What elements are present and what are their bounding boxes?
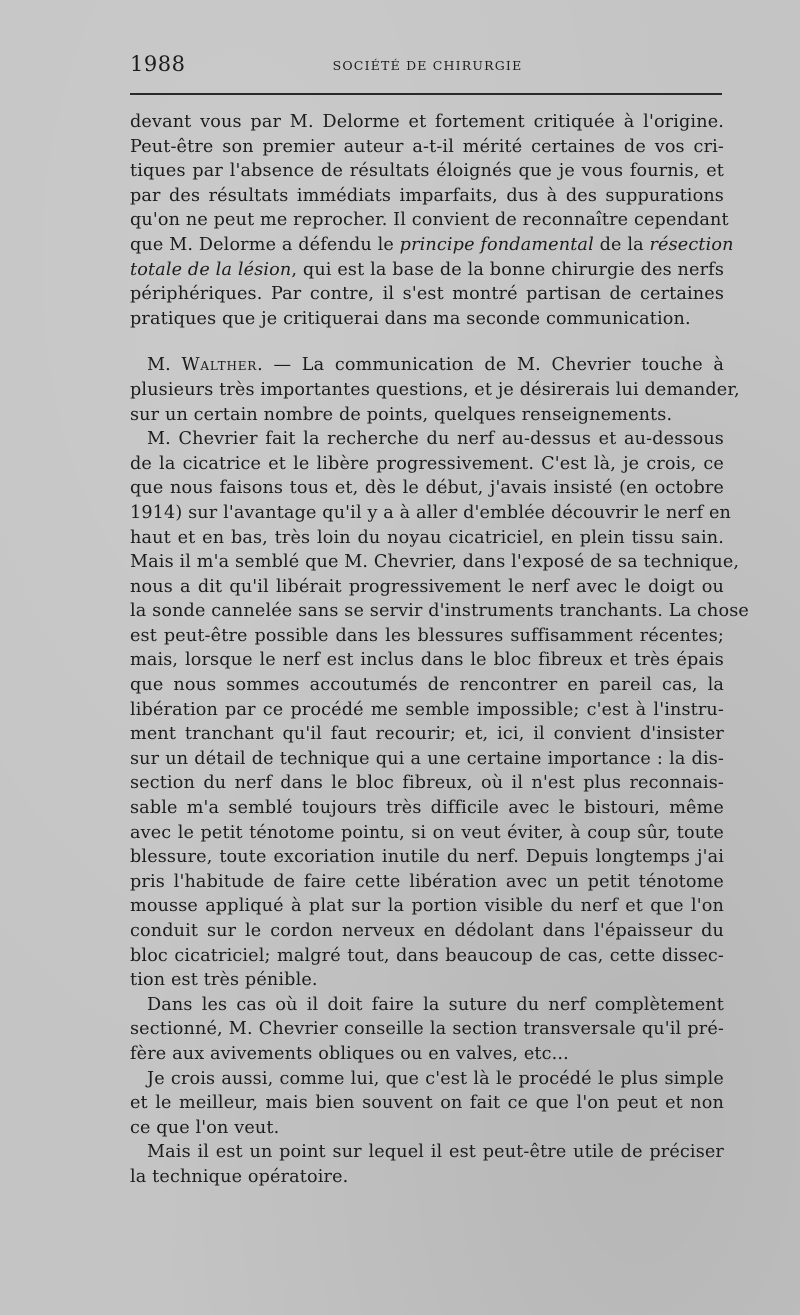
paragraph-6 xyxy=(130,1140,724,1189)
text-line: plusieurs très importantes questions, et je désirerais lui demander, xyxy=(130,379,740,400)
text-line: avec le petit ténotome pointu, si on veut éviter, à coup sûr, toute xyxy=(130,822,724,843)
text-line: Je crois aussi, comme lui, que c'est là le procédé le plus simple xyxy=(147,1068,724,1089)
text-line: nous a dit qu'il libérait progressivement le nerf avec le doigt ou xyxy=(130,576,724,597)
paragraph-2 xyxy=(130,353,740,427)
text-run: , qui est la base de la bonne chirurgie des nerfs xyxy=(291,259,724,280)
running-head xyxy=(130,52,725,80)
text-line: de la cicatrice et le libère progressivement. C'est là, je crois, ce xyxy=(130,453,724,474)
text-line: section du nerf dans le bloc fibreux, où il n'est plus reconnais- xyxy=(130,773,724,794)
paragraph-5 xyxy=(130,1067,724,1141)
text-line xyxy=(130,233,734,258)
text-line xyxy=(130,258,724,283)
text-line: est peut-être possible dans les blessures suffisamment récentes; xyxy=(130,625,724,646)
text-line: haut et en bas, très loin du noyau cicatriciel, en plein tissu sain. xyxy=(130,527,724,548)
text-line xyxy=(130,353,724,378)
text-line: blessure, toute excoriation inutile du nerf. Depuis longtemps j'ai xyxy=(130,847,724,868)
text-line: que nous faisons tous et, dès le début, j'avais insisté (en octobre xyxy=(130,478,724,499)
paragraph-4 xyxy=(130,993,724,1067)
text-line: pris l'habitude de faire cette libération avec un petit ténotome xyxy=(130,871,724,892)
text-run: de la xyxy=(593,234,650,255)
text-line: sable m'a semblé toujours très difficile avec le bistouri, même xyxy=(130,798,724,819)
text-line: la sonde cannelée sans se servir d'instruments tranchants. La chose xyxy=(130,601,749,622)
text-line: devant vous par M. Delorme et fortement critiquée à l'origine. xyxy=(130,112,724,132)
italic-run: résection xyxy=(649,234,734,255)
text-line: pratiques que je critiquerai dans ma seconde communication. xyxy=(130,308,691,329)
text-line: fère aux avivements obliques ou en valves, etc... xyxy=(130,1043,569,1064)
text-line: ment tranchant qu'il faut recourir; et, ici, il convient d'insister xyxy=(130,724,724,745)
text-line: Peut-être son premier auteur a-t-il mérité certaines de vos cri- xyxy=(130,136,724,157)
text-line: que nous sommes accoutumés de rencontrer en pareil cas, la xyxy=(130,675,724,696)
text-line: qu'on ne peut me reprocher. Il convient de reconnaître cependant xyxy=(130,210,729,231)
text-line: bloc cicatriciel; malgré tout, dans beaucoup de cas, cette dissec- xyxy=(130,945,724,966)
header-rule xyxy=(130,93,722,95)
text-line: périphériques. Par contre, il s'est montré partisan de certaines xyxy=(130,284,724,305)
text-line: Mais il m'a semblé que M. Chevrier, dans l'exposé de sa technique, xyxy=(130,552,740,573)
text-line: M. Chevrier fait la recherche du nerf au-dessus et au-dessous xyxy=(147,429,724,450)
text-line: et le meilleur, mais bien souvent on fait ce que l'on peut et non xyxy=(130,1093,724,1114)
text-line: sectionné, M. Chevrier conseille la section transversale qu'il pré- xyxy=(130,1019,724,1040)
paragraph-3 xyxy=(130,427,749,993)
text-run: que M. Delorme a défendu le xyxy=(130,234,400,255)
text-line: Mais il est un point sur lequel il est peut-être utile de préciser xyxy=(147,1142,724,1163)
text-line: conduit sur le cordon nerveux en dédolant dans l'épaisseur du xyxy=(130,921,724,941)
text-line: tion est très pénible. xyxy=(130,970,318,991)
italic-run: principe fondamental xyxy=(399,234,594,255)
text-line: Dans les cas où il doit faire la suture du nerf complètement xyxy=(147,994,724,1015)
text-line: 1914) sur l'avantage qu'il y a à aller d'emblée découvrir le nerf en xyxy=(130,502,732,523)
body-text xyxy=(130,110,749,1190)
text-line: sur un certain nombre de points, quelques renseignements. xyxy=(130,404,673,425)
text-line: par des résultats immédiats imparfaits, dus à des suppurations xyxy=(130,185,724,206)
text-line: mousse appliqué à plat sur la portion visible du nerf et que l'on xyxy=(130,896,724,917)
text-run: M. xyxy=(147,355,182,376)
paragraph-gap xyxy=(130,331,724,353)
text-line: tiques par l'absence de résultats éloignés que je vous fournis, et xyxy=(130,161,724,182)
text-line: ce que l'on veut. xyxy=(130,1117,280,1138)
text-line: libération par ce procédé me semble impossible; c'est à l'instru- xyxy=(130,699,724,720)
speaker-name: Walther xyxy=(181,355,258,376)
page-number: 1988 xyxy=(130,52,186,76)
text-line: sur un détail de technique qui a une certaine importance : la dis- xyxy=(130,748,724,769)
paragraph-1 xyxy=(130,110,734,331)
text-run: . — La communication de M. Chevrier touche à xyxy=(257,355,724,376)
text-line: mais, lorsque le nerf est inclus dans le bloc fibreux et très épais xyxy=(130,650,724,671)
italic-run: totale de la lésion xyxy=(130,259,292,280)
text-line: la technique opératoire. xyxy=(130,1166,349,1187)
running-title: SOCIÉTÉ DE CHIRURGIE xyxy=(332,58,523,73)
